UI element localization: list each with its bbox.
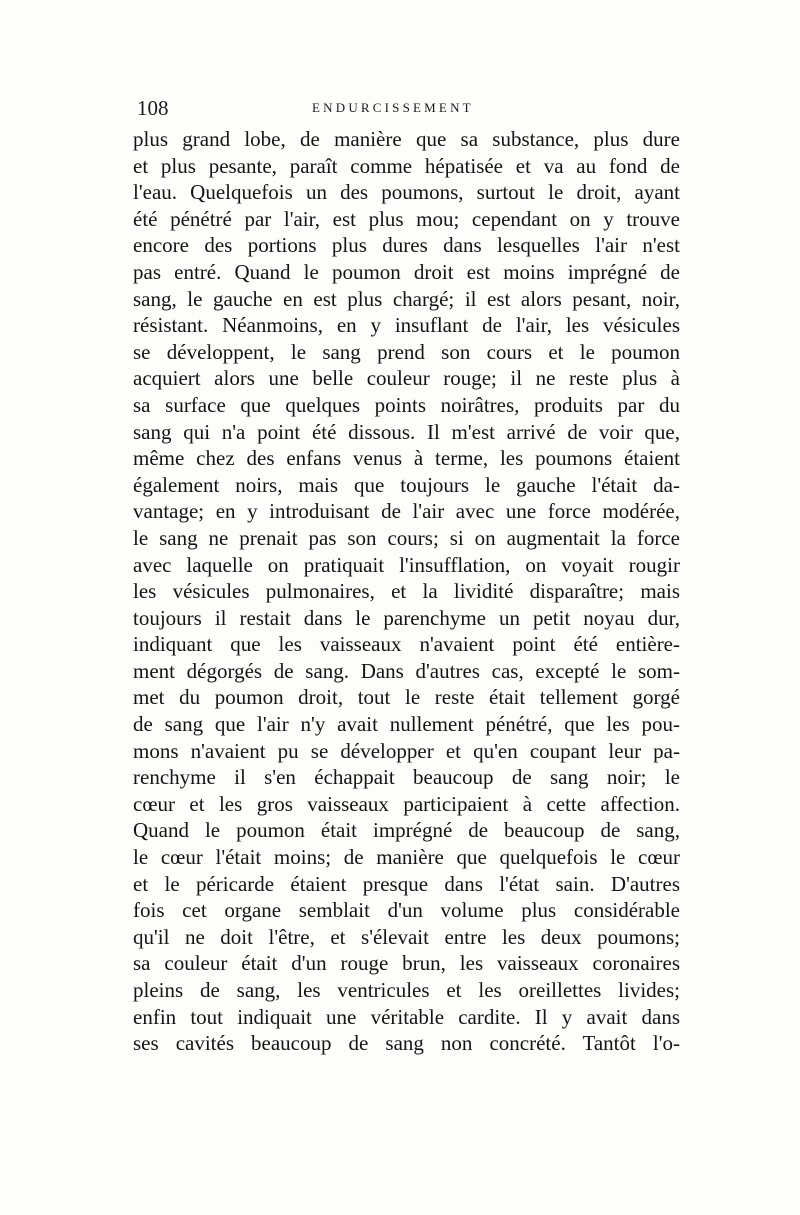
text-line: même chez des enfans venus à terme, les poumons étaient [133, 446, 680, 471]
text-line: sang, le gauche en est plus chargé; il est alors pesant, noir, [133, 286, 680, 311]
text-line: acquiert alors une belle couleur rouge; il ne reste plus à [133, 366, 680, 391]
text-line: mons n'avaient pu se développer et qu'en coupant leur pa- [133, 738, 680, 763]
text-line: encore des portions plus dures dans lesquelles l'air n'est [133, 233, 680, 258]
text-line: ses cavités beaucoup de sang non concrété. Tantôt l'o- [133, 1031, 680, 1056]
running-head: ENDURCISSEMENT [312, 100, 474, 115]
text-line: et plus pesante, paraît comme hépatisée et va au fond de [133, 153, 680, 178]
text-line: sang qui n'a point été dissous. Il m'est arrivé de voir que, [133, 419, 680, 444]
text-line: ment dégorgés de sang. Dans d'autres cas, excepté le som- [133, 658, 680, 683]
text-line: plus grand lobe, de manière que sa substance, plus dure [133, 127, 680, 151]
text-line: fois cet organe semblait d'un volume plus considérable [133, 898, 680, 923]
text-line: qu'il ne doit l'être, et s'élevait entre les deux poumons; [133, 924, 680, 949]
text-line: renchyme il s'en échappait beaucoup de sang noir; le [133, 765, 680, 790]
text-line: et le péricarde étaient presque dans l'état sain. D'autres [133, 871, 680, 896]
text-line: cœur et les gros vaisseaux participaient à cette affection. [133, 791, 680, 816]
text-line: sa couleur était d'un rouge brun, les vaisseaux coronaires [133, 951, 680, 976]
text-line: résistant. Néanmoins, en y insuflant de l'air, les vésicules [133, 313, 680, 338]
text-line: sa surface que quelques points noirâtres, produits par du [133, 392, 680, 417]
text-line: avec laquelle on pratiquait l'insufflation, on voyait rougir [133, 552, 680, 577]
page-header [137, 96, 682, 120]
page-number: 108 [137, 96, 169, 120]
text-line: indiquant que les vaisseaux n'avaient point été entière- [133, 632, 680, 657]
text-line: également noirs, mais que toujours le gauche l'était da- [133, 472, 680, 497]
text-line: Quand le poumon était imprégné de beaucoup de sang, [133, 818, 680, 843]
text-line: l'eau. Quelquefois un des poumons, surtout le droit, ayant [133, 180, 680, 205]
text-line: toujours il restait dans le parenchyme un petit noyau dur, [133, 605, 680, 630]
text-line: de sang que l'air n'y avait nullement pénétré, que les pou- [133, 712, 680, 737]
text-line: pleins de sang, les ventricules et les oreillettes livides; [133, 978, 680, 1002]
text-line: les vésicules pulmonaires, et la lividité disparaître; mais [133, 579, 680, 604]
text-line: pas entré. Quand le poumon droit est moins imprégné de [133, 259, 680, 284]
text-line: le cœur l'était moins; de manière que quelquefois le cœur [133, 845, 680, 870]
text-line: enfin tout indiquait une véritable cardite. Il y avait dans [133, 1004, 680, 1029]
text-line: le sang ne prenait pas son cours; si on augmentait la force [133, 525, 680, 550]
text-line: vantage; en y introduisant de l'air avec une force modérée, [133, 499, 680, 524]
text-line: se développent, le sang prend son cours et le poumon [133, 339, 680, 364]
body-text [133, 126, 680, 1057]
text-line: met du poumon droit, tout le reste était tellement gorgé [133, 685, 680, 710]
text-line: été pénétré par l'air, est plus mou; cependant on y trouve [133, 206, 680, 231]
